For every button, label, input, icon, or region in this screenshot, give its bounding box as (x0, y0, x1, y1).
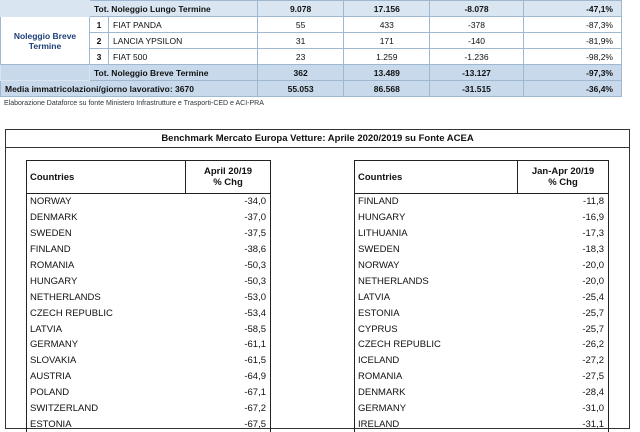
country-cell: DENMARK (27, 210, 186, 226)
cell-a: 55 (258, 17, 344, 33)
table-row (355, 321, 609, 337)
model-name: FIAT PANDA (109, 17, 258, 33)
model-name: FIAT 500 (109, 49, 258, 65)
table-row (355, 305, 609, 321)
row-index: 3 (90, 49, 109, 65)
row-label: Tot. Noleggio Breve Termine (90, 65, 258, 81)
row-lungo-total (1, 1, 622, 17)
group-label: Noleggio Breve Termine (1, 17, 90, 65)
country-cell: LITHUANIA (355, 226, 518, 242)
cell-d: -98,2% (523, 49, 621, 65)
table-row (27, 353, 271, 369)
table-row (355, 226, 609, 242)
country-cell: ESTONIA (27, 416, 186, 432)
table-row (355, 289, 609, 305)
chg-cell: -64,9 (186, 369, 271, 385)
table-row (27, 210, 271, 226)
chg-header (518, 161, 609, 194)
chg-cell: -25,4 (518, 289, 609, 305)
chg-cell: -67,1 (186, 385, 271, 401)
cell-d: -47,1% (523, 1, 621, 17)
country-cell: NORWAY (355, 258, 518, 274)
chg-cell: -61,5 (186, 353, 271, 369)
chg-cell: -58,5 (186, 321, 271, 337)
table-row (27, 337, 271, 353)
cell-a: 55.053 (258, 81, 344, 97)
row-label: Media immatricolazioni/giorno lavorativo: 3670 (1, 81, 258, 97)
country-cell: CZECH REPUBLIC (355, 337, 518, 353)
row-index: 1 (90, 17, 109, 33)
cell-c: -378 (430, 17, 523, 33)
breve-row (1, 17, 622, 33)
country-cell: SWITZERLAND (27, 401, 186, 417)
chg-cell: -67,5 (186, 416, 271, 432)
chg-cell: -20,0 (518, 258, 609, 274)
registrations-table (0, 0, 622, 97)
chg-header-period: April 20/19 (203, 166, 253, 177)
chg-cell: -37,0 (186, 210, 271, 226)
cell-b: 86.568 (344, 81, 430, 97)
table-row (355, 194, 609, 210)
country-cell: ROMANIA (355, 369, 518, 385)
country-cell: CZECH REPUBLIC (27, 305, 186, 321)
cell-b: 17.156 (344, 1, 430, 17)
table-row (27, 401, 271, 417)
table-row (355, 353, 609, 369)
cell-a: 23 (258, 49, 344, 65)
table-row (355, 210, 609, 226)
cell-c: -140 (430, 33, 523, 49)
chg-cell: -17,3 (518, 226, 609, 242)
cell-b: 1.259 (344, 49, 430, 65)
chg-cell: -11,8 (518, 194, 609, 210)
table-row (27, 369, 271, 385)
cell-d: -97,3% (523, 65, 621, 81)
countries-header: Countries (355, 161, 518, 194)
table-row (355, 242, 609, 258)
table-row (27, 305, 271, 321)
country-cell: DENMARK (355, 385, 518, 401)
country-cell: FINLAND (27, 242, 186, 258)
benchmark-panel (5, 129, 630, 429)
table-row (355, 369, 609, 385)
cell-d: -87,3% (523, 17, 621, 33)
country-cell: GERMANY (355, 401, 518, 417)
chg-cell: -38,6 (186, 242, 271, 258)
row-label: Tot. Noleggio Lungo Termine (90, 1, 258, 17)
table-row (27, 321, 271, 337)
chg-cell: -53,4 (186, 305, 271, 321)
table-header (355, 161, 609, 194)
chg-header-unit: % Chg (213, 177, 243, 188)
chg-cell: -50,3 (186, 273, 271, 289)
countries-header: Countries (27, 161, 186, 194)
chg-cell: -20,0 (518, 273, 609, 289)
country-cell: ROMANIA (27, 258, 186, 274)
table-row (27, 385, 271, 401)
chg-header (186, 161, 271, 194)
cell-d: -36,4% (523, 81, 621, 97)
chg-cell: -25,7 (518, 321, 609, 337)
chg-header-unit: % Chg (548, 177, 578, 188)
cell-c: -1.236 (430, 49, 523, 65)
chg-cell: -67,2 (186, 401, 271, 417)
country-cell: LATVIA (355, 289, 518, 305)
chg-cell: -25,7 (518, 305, 609, 321)
cell-c: -8.078 (430, 1, 523, 17)
country-cell: IRELAND (355, 416, 518, 432)
country-cell: AUSTRIA (27, 369, 186, 385)
model-name: LANCIA YPSILON (109, 33, 258, 49)
table-row (27, 273, 271, 289)
table-row (355, 401, 609, 417)
cell-b: 13.489 (344, 65, 430, 81)
country-cell: FINLAND (355, 194, 518, 210)
country-cell: ESTONIA (355, 305, 518, 321)
jan-apr-table (354, 160, 609, 432)
cell-a: 31 (258, 33, 344, 49)
country-cell: HUNGARY (355, 210, 518, 226)
source-note: Elaborazione Dataforce su fonte Ministero Infrastrutture e Trasporti-CED e ACI-PRA (4, 100, 264, 107)
table-row (355, 273, 609, 289)
table-row (355, 337, 609, 353)
country-cell: SWEDEN (355, 242, 518, 258)
row-media (1, 81, 622, 97)
table-header (27, 161, 271, 194)
chg-cell: -26,2 (518, 337, 609, 353)
empty-cell (1, 65, 90, 81)
chg-cell: -61,1 (186, 337, 271, 353)
country-cell: SLOVAKIA (27, 353, 186, 369)
cell-a: 362 (258, 65, 344, 81)
empty-cell (1, 1, 90, 17)
chg-cell: -50,3 (186, 258, 271, 274)
table-row (355, 385, 609, 401)
table-row (355, 258, 609, 274)
country-cell: ICELAND (355, 353, 518, 369)
country-cell: HUNGARY (27, 273, 186, 289)
table-row (27, 242, 271, 258)
table-row (27, 194, 271, 210)
benchmark-title: Benchmark Mercato Europa Vetture: Aprile 2020/2019 su Fonte ACEA (6, 130, 629, 148)
table-row (27, 226, 271, 242)
cell-d: -81,9% (523, 33, 621, 49)
chg-cell: -53,0 (186, 289, 271, 305)
chg-cell: -16,9 (518, 210, 609, 226)
chg-cell: -31,0 (518, 401, 609, 417)
chg-cell: -18,3 (518, 242, 609, 258)
chg-cell: -28,4 (518, 385, 609, 401)
cell-b: 433 (344, 17, 430, 33)
chg-cell: -31,1 (518, 416, 609, 432)
country-cell: CYPRUS (355, 321, 518, 337)
april-table (26, 160, 271, 432)
cell-c: -13.127 (430, 65, 523, 81)
country-cell: NORWAY (27, 194, 186, 210)
cell-a: 9.078 (258, 1, 344, 17)
table-row (355, 416, 609, 432)
cell-b: 171 (344, 33, 430, 49)
chg-cell: -34,0 (186, 194, 271, 210)
table-row (27, 289, 271, 305)
table-row (27, 416, 271, 432)
breve-row (1, 33, 622, 49)
cell-c: -31.515 (430, 81, 523, 97)
country-cell: LATVIA (27, 321, 186, 337)
country-cell: POLAND (27, 385, 186, 401)
table-row (27, 258, 271, 274)
country-cell: GERMANY (27, 337, 186, 353)
row-index: 2 (90, 33, 109, 49)
country-cell: NETHERLANDS (355, 273, 518, 289)
country-cell: SWEDEN (27, 226, 186, 242)
breve-row (1, 49, 622, 65)
chg-header-period: Jan-Apr 20/19 (531, 166, 595, 177)
chg-cell: -37,5 (186, 226, 271, 242)
row-breve-total (1, 65, 622, 81)
chg-cell: -27,2 (518, 353, 609, 369)
chg-cell: -27,5 (518, 369, 609, 385)
country-cell: NETHERLANDS (27, 289, 186, 305)
